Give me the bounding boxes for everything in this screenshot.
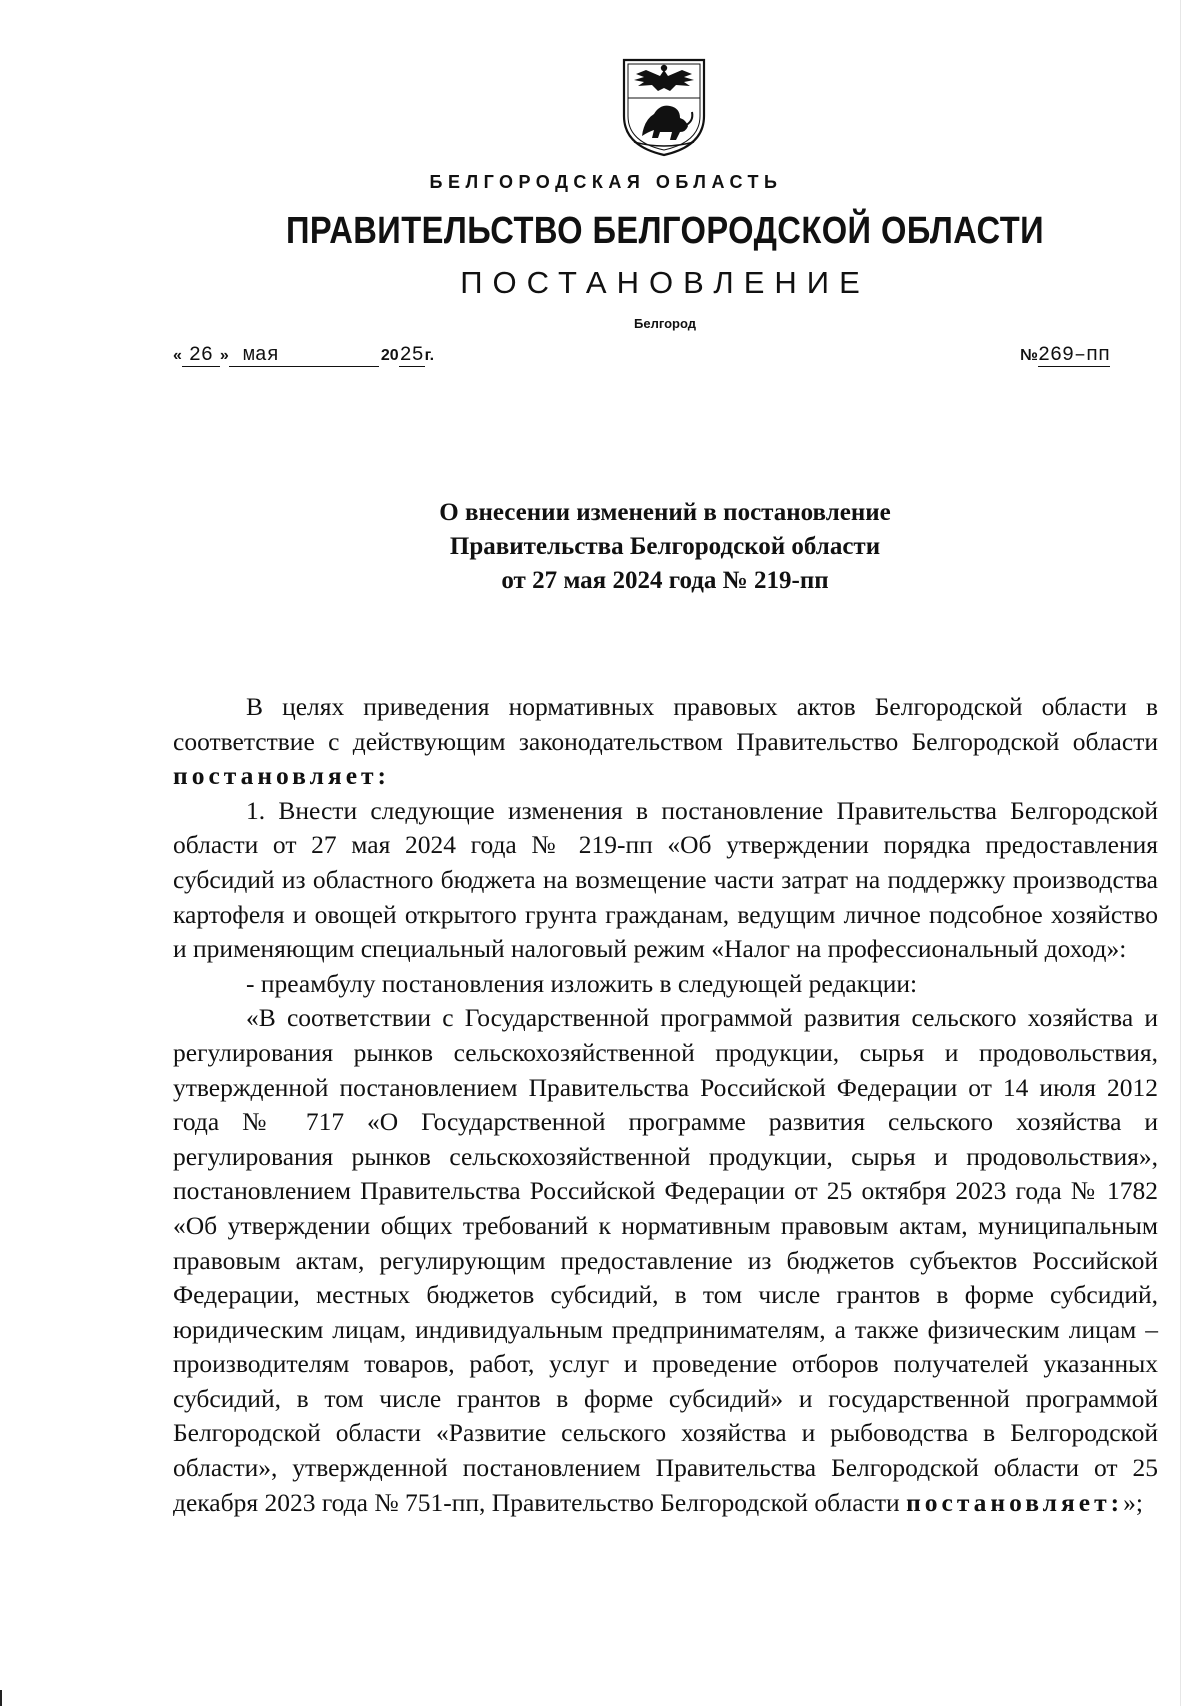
- body-paragraph: - преамбулу постановления изложить в следующей редакции:: [246, 968, 918, 998]
- paragraph-text: «В соответствии с Государственной программой развития сельского хозяйства и регулирования рынков сельскохозяйственной продукции, сырья и продовольствия, утвержденной постановлением Правительства Российской Федерации от 14 июля 2012 года № 717 «О Государственной программе развития сельского хозяйства и регулирования рынков сельскохозяйственной продукции, сырья и продовольствия», постановлением Правительства Российской Федерации от 25 октября 2023 года № 1782 «Об утверждении общих требований к нормативным правовым актам, муниципальным правовым актам, регулирующим предоставление из бюджетов субъектов Российской Федерации, местных бюджетов субсидий, в том числе грантов в форме субсидий, юридическим лицам, индивидуальным предпринимателям, а также физическим лицам – производителям товаров, работ, услуг и проведение отборов получателей указанных субсидий, в том числе грантов в форме субсидий» и государственной программой Белгородской области «Развитие сельского хозяйства и рыбоводства в Белгородской области», утвержденной постановлением Правительства Белгородской области от 25 декабря 2023 года № 751-пп, Правительство Белгородской области: [173, 1003, 1158, 1517]
- date-year: 25: [399, 344, 424, 367]
- scan-corner-mark: [0, 1690, 16, 1706]
- date-month: мая: [229, 346, 379, 367]
- paragraph-end: »;: [1123, 1487, 1143, 1517]
- date-close-quote: »: [219, 347, 229, 364]
- number-label: №: [1020, 347, 1038, 364]
- document-date: [173, 346, 434, 367]
- body-paragraph: [173, 1001, 1158, 1520]
- document-subject: [0, 496, 1200, 598]
- date-open-quote: «: [173, 347, 182, 364]
- subject-line: О внесении изменений в постановление: [439, 499, 891, 526]
- coat-of-arms-emblem: [618, 56, 710, 158]
- date-day: 26: [182, 346, 220, 367]
- date-century: 20: [380, 347, 399, 364]
- scan-edge-line: [1180, 0, 1181, 1706]
- document-number: [1020, 346, 1110, 367]
- decree-word: постановляет:: [173, 761, 391, 791]
- body-paragraph: 1. Внести следующие изменения в постановление Правительства Белгородской области от 27 мая 2024 года № 219-пп «Об утверждении порядка предоставления субсидий из областного бюджета на возмещение части затрат на поддержку производства картофеля и овощей открытого грунта гражданам, ведущим личное подсобное хозяйство и применяющим специальный налоговый режим «Налог на профессиональный доход»:: [173, 795, 1158, 964]
- government-title: ПРАВИТЕЛЬСТВО БЕЛГОРОДСКОЙ ОБЛАСТИ: [285, 210, 1045, 252]
- subject-line: Правительства Белгородской области: [449, 533, 881, 560]
- document-type: ПОСТАНОВЛЕНИЕ: [460, 265, 870, 300]
- region-name: БЕЛГОРОДСКАЯ ОБЛАСТЬ: [429, 172, 783, 192]
- decree-word: постановляет:: [906, 1487, 1124, 1517]
- city-name: Белгород: [634, 316, 696, 331]
- date-year-suffix: г.: [424, 347, 435, 364]
- document-body: [173, 690, 1158, 1520]
- number-value: 269–пп: [1037, 344, 1110, 367]
- paragraph-text: В целях приведения нормативных правовых актов Белгородской области в соответствие с действующим законодательством Правительство Белгородской области: [173, 692, 1158, 756]
- body-paragraph: [173, 690, 1158, 794]
- subject-line: от 27 мая 2024 года № 219-пп: [501, 567, 829, 594]
